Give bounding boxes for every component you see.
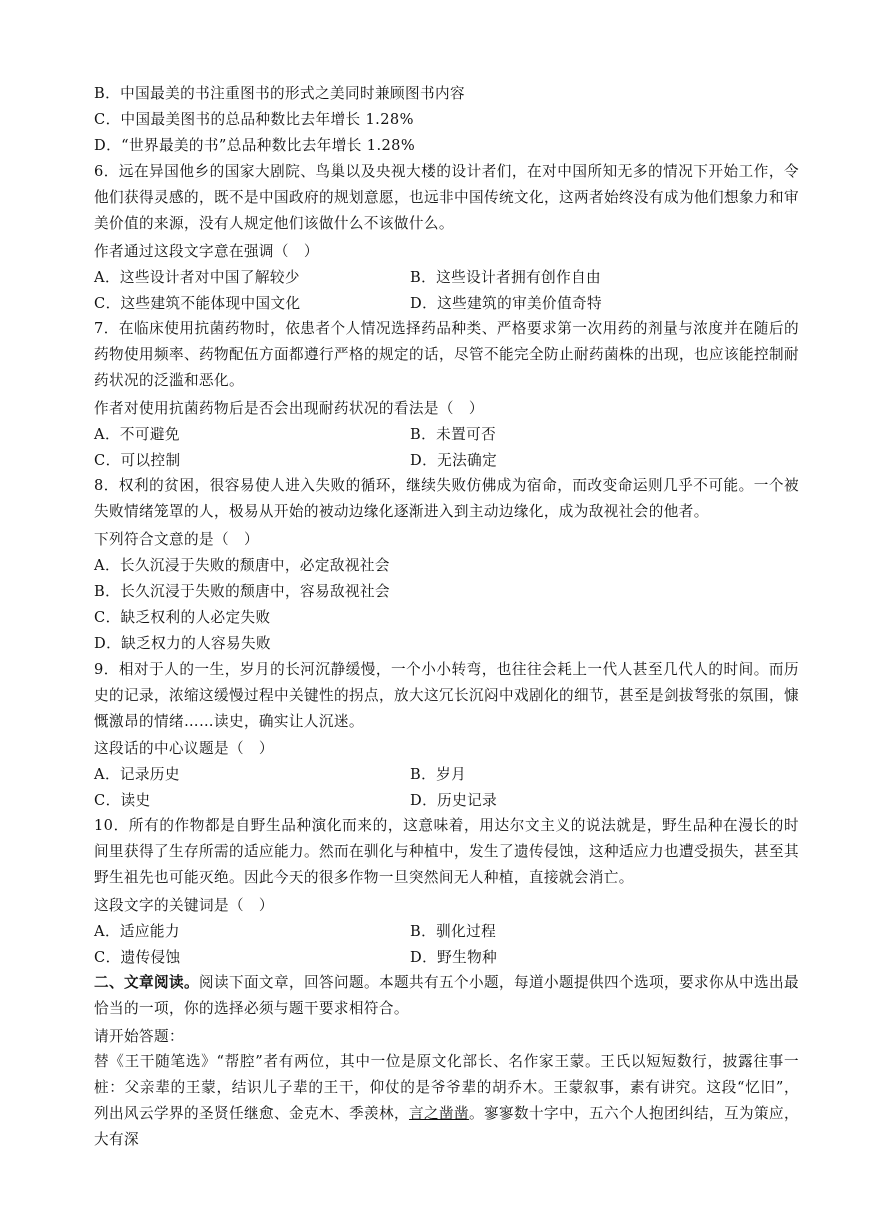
question-6-option-a: A．这些设计者对中国了解较少 xyxy=(94,269,300,286)
question-9-prompt: 这段话的中心议题是（ ） xyxy=(94,740,274,757)
question-7-option-d: D．无法确定 xyxy=(410,452,498,469)
question-6-option-d: D．这些建筑的审美价值奇特 xyxy=(410,295,603,312)
passage-text-after: 。寥寥数十字中，五六个人抱团纠结，互为策应，大有深 xyxy=(94,1105,799,1148)
start-prompt: 请开始答题： xyxy=(94,1028,184,1045)
option-c-prev: C．中国最美图书的总品种数比去年增长 1.28% xyxy=(94,111,414,128)
question-10-prompt: 这段文字的关键词是（ ） xyxy=(94,897,274,914)
question-9-option-c: C．读史 xyxy=(94,792,151,809)
section-2-intro xyxy=(94,970,799,1022)
question-8-option-a: A．长久沉浸于失败的颓唐中，必定敌视社会 xyxy=(94,557,390,574)
option-d-prev: D．“世界最美的书”总品种数比去年增长 1.28% xyxy=(94,137,416,154)
question-8-option-c: C．缺乏权利的人必定失败 xyxy=(94,609,271,626)
question-8-option-d: D．缺乏权力的人容易失败 xyxy=(94,635,272,652)
passage-text-before: 替《王干随笔选》“帮腔”者有两位，其中一位是原文化部长、名作家王蒙。王氏以短短数行，披露往事一桩：父亲辈的王蒙，结识儿子辈的王干，仰仗的是爷爷辈的胡乔木。王蒙叙事，素有讲究。这段“忆旧”，列出风云学界的圣贤任继愈、金克木、季羡林， xyxy=(94,1053,799,1122)
question-8-text: 8．权利的贫困，很容易使人进入失败的循环，继续失败仿佛成为宿命，而改变命运则几乎不可能。一个被失败情绪笼罩的人，极易从开始的被动边缘化逐渐进入到主动边缘化，成为敌视社会的他者。 xyxy=(94,477,799,520)
question-10-option-b: B．驯化过程 xyxy=(410,923,497,940)
question-7-prompt: 作者对使用抗菌药物后是否会出现耐药状况的看法是（ ） xyxy=(94,400,484,417)
question-9-text: 9．相对于人的一生，岁月的长河沉静缓慢，一个小小转弯，也往往会耗上一代人甚至几代人的时间。而历史的记录，浓缩这缓慢过程中关键性的拐点，放大这冗长沉闷中戏剧化的细节，甚至是剑拔弩张的氛围，慷慨激昂的情绪……读史，确实让人沉迷。 xyxy=(94,661,799,730)
question-9-option-b: B．岁月 xyxy=(410,766,467,783)
option-b-prev: B．中国最美的书注重图书的形式之美同时兼顾图书内容 xyxy=(94,85,465,102)
question-8-option-b: B．长久沉浸于失败的颓唐中，容易敌视社会 xyxy=(94,583,391,600)
question-9-option-d: D．历史记录 xyxy=(410,792,498,809)
passage-underlined-phrase: 言之凿凿 xyxy=(409,1105,469,1122)
question-6-text: 6．远在异国他乡的国家大剧院、鸟巢以及央视大楼的设计者们，在对中国所知无多的情况下开始工作，令他们获得灵感的，既不是中国政府的规划意愿，也远非中国传统文化，这两者始终没有成为他们想象力和审美价值的来源，没有人规定他们该做什么不该做什么。 xyxy=(94,163,799,232)
question-10-option-c: C．遗传侵蚀 xyxy=(94,949,181,966)
question-6-prompt: 作者通过这段文字意在强调（ ） xyxy=(94,243,319,260)
question-7-option-a: A．不可避免 xyxy=(94,426,180,443)
question-10-text: 10．所有的作物都是自野生品种演化而来的，这意味着，用达尔文主义的说法就是，野生品种在漫长的时间里获得了生存所需的适应能力。然而在驯化与种植中，发生了遗传侵蚀，这种适应力也遭受损失，甚至其野生祖先也可能灭绝。因此今天的很多作物一旦突然间无人种植，直接就会消亡。 xyxy=(94,817,799,886)
question-6-option-b: B．这些设计者拥有创作自由 xyxy=(410,269,602,286)
question-7-text: 7．在临床使用抗菌药物时，依患者个人情况选择药品种类、严格要求第一次用药的剂量与浓度并在随后的药物使用频率、药物配伍方面都遵行严格的规定的话，尽管不能完全防止耐药菌株的出现，也应该能控制耐药状况的泛滥和恶化。 xyxy=(94,320,799,389)
section-2-instructions: 阅读下面文章，回答问题。本题共有五个小题，每道小题提供四个选项，要求你从中选出最恰当的一项，你的选择必须与题干要求相符合。 xyxy=(94,974,799,1017)
question-6-option-c: C．这些建筑不能体现中国文化 xyxy=(94,295,301,312)
question-7-option-b: B．未置可否 xyxy=(410,426,497,443)
question-7-option-c: C．可以控制 xyxy=(94,452,181,469)
reading-passage xyxy=(94,1049,799,1153)
question-10-option-a: A．适应能力 xyxy=(94,923,180,940)
question-10-option-d: D．野生物种 xyxy=(410,949,498,966)
question-8-prompt: 下列符合文意的是（ ） xyxy=(94,531,259,548)
section-2-heading: 二、文章阅读。 xyxy=(94,974,199,991)
question-9-option-a: A．记录历史 xyxy=(94,766,180,783)
